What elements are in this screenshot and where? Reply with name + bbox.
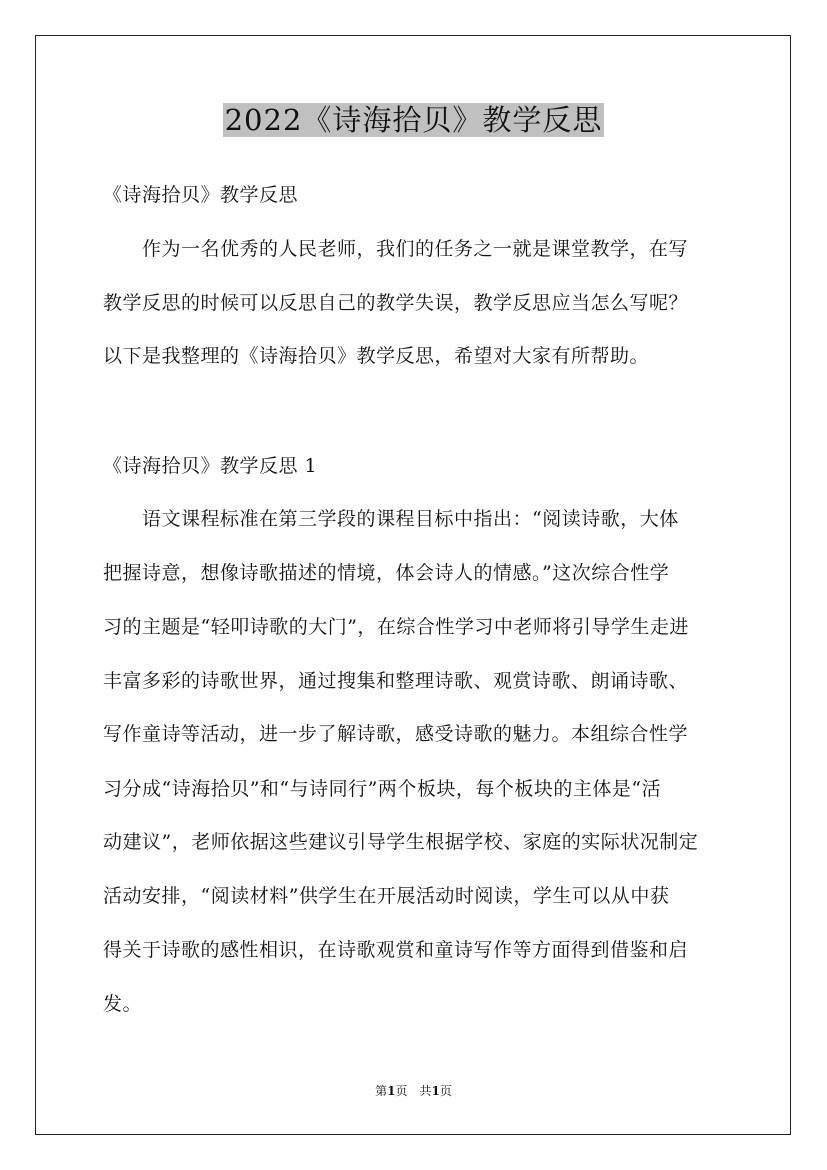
body-line-6: 习分成“诗海拾贝”和“与诗同行”两个板块，每个板块的主体是“活	[103, 778, 662, 800]
document-title: 2022《诗海拾贝》教学反思	[224, 103, 603, 137]
footer-page-suffix: 页	[439, 1084, 452, 1098]
body-line-4: 丰富多彩的诗歌世界，通过搜集和整理诗歌、观赏诗歌、朗诵诗歌、	[103, 670, 689, 692]
subtitle: 《诗海拾贝》教学反思	[103, 184, 299, 206]
section-heading: 《诗海拾贝》教学反思 1	[103, 455, 318, 477]
body-line-3: 习的主题是“轻叩诗歌的大门”，在综合性学习中老师将引导学生走进	[103, 616, 689, 638]
body-line-2: 把握诗意，想像诗歌描述的情境，体会诗人的情感。”这次综合性学	[103, 562, 670, 584]
body-line-1: 语文课程标准在第三学段的课程目标中指出：“阅读诗歌，大体	[103, 508, 679, 530]
body-line-5: 写作童诗等活动，进一步了解诗歌，感受诗歌的魅力。本组综合性学	[103, 723, 689, 745]
document-title-wrap	[0, 100, 827, 140]
body-line-7: 动建议”，老师依据这些建议引导学生根据学校、家庭的实际状况制定	[103, 831, 699, 853]
body-line-10: 发。	[103, 993, 143, 1015]
intro-line-1: 作为一名优秀的人民老师，我们的任务之一就是课堂教学，在写	[103, 238, 689, 260]
intro-line-2: 教学反思的时候可以反思自己的教学失误，教学反思应当怎么写呢？	[103, 292, 689, 314]
body-line-9: 得关于诗歌的感性相识，在诗歌观赏和童诗写作等方面得到借鉴和启	[103, 939, 689, 961]
intro-line-3: 以下是我整理的《诗海拾贝》教学反思，希望对大家有所帮助。	[103, 345, 650, 367]
body-line-8: 活动安排，“阅读材料”供学生在开展活动时阅读，学生可以从中获	[103, 885, 670, 907]
footer-page-total: 1	[431, 1084, 440, 1098]
footer-page-prefix: 第	[375, 1084, 388, 1098]
page-footer	[0, 1082, 827, 1100]
footer-page-number: 1	[387, 1084, 396, 1098]
footer-page-mid: 页 共	[395, 1084, 432, 1098]
